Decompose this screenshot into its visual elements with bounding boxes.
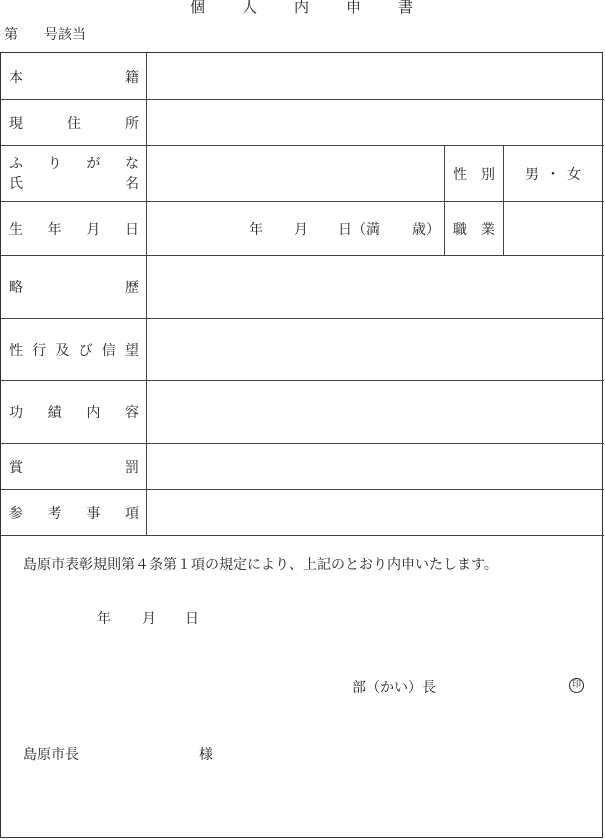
row-divider	[1, 318, 604, 319]
date-day: 日	[185, 611, 199, 627]
title-char: 内	[294, 0, 310, 16]
label-gender: 性 別	[453, 167, 495, 183]
label-awards: 賞 罰	[9, 460, 139, 476]
label-birth-date: 生 年 月 日	[9, 222, 139, 238]
title-char: 個	[190, 0, 206, 16]
document-number-suffix: 号該当	[44, 27, 86, 43]
title-char: 人	[242, 0, 258, 16]
row-divider	[1, 201, 604, 202]
label-achievements: 功 績 内 容	[9, 405, 139, 421]
birth-year-unit: 年	[249, 222, 263, 238]
row-divider	[1, 489, 604, 490]
row-divider	[1, 535, 604, 536]
date-month: 月	[142, 611, 156, 627]
row-divider	[1, 255, 604, 256]
label-honseki: 本 籍	[9, 70, 139, 86]
document-title	[0, 0, 605, 16]
addressee-honorific: 様	[199, 747, 213, 763]
date-year: 年	[97, 611, 111, 627]
label-notes: 参 考 事 項	[9, 506, 139, 522]
row-divider	[1, 443, 604, 444]
row-divider	[1, 380, 604, 381]
label-character: 性 行 及 び 信 望	[9, 343, 139, 359]
birth-age-unit: 歳）	[412, 222, 440, 238]
column-divider	[146, 53, 147, 535]
label-occupation: 職 業	[453, 222, 495, 238]
statement-text: 島原市表彰規則第４条第１項の規定により、上記のとおり内申いたします。	[23, 557, 498, 573]
birth-day-unit: 日（満	[338, 222, 380, 238]
title-char: 申	[346, 0, 362, 16]
form-table	[0, 52, 603, 838]
column-divider	[503, 145, 504, 255]
birth-month-unit: 月	[294, 222, 308, 238]
label-address: 現 住 所	[9, 116, 139, 132]
label-career: 略 歴	[9, 280, 139, 296]
label-furigana: ふ り が な	[9, 156, 139, 172]
row-divider	[1, 145, 604, 146]
label-name: 氏 名	[9, 176, 139, 192]
column-divider	[444, 145, 445, 255]
gender-options: 男 ・ 女	[525, 167, 581, 183]
signer-title: 部（かい）長	[352, 680, 436, 696]
document-number	[4, 24, 86, 44]
document-number-prefix: 第	[4, 27, 18, 43]
seal-mark-icon: 印	[569, 678, 584, 693]
addressee-name: 島原市長	[23, 747, 79, 763]
title-char: 書	[398, 0, 414, 16]
row-divider	[1, 99, 604, 100]
